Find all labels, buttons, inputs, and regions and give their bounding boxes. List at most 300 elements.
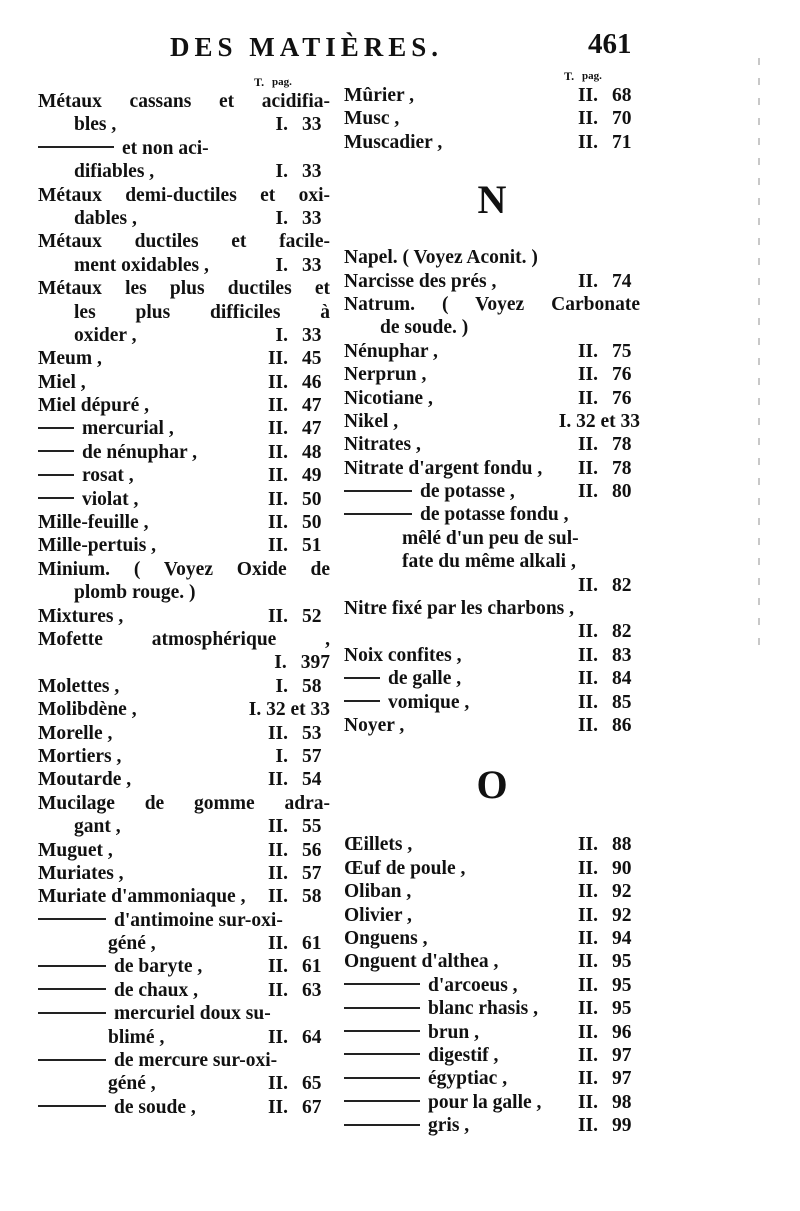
entry-term-text: de soude. ) [380,317,469,339]
entry-page: 33 [302,207,322,229]
index-entry [344,1091,640,1114]
entry-term-text: Natrum. ( Voyez Carbonate [344,293,640,315]
entry-page: 84 [612,668,632,690]
entry-term [344,857,564,880]
entry-term-text: Olivier , [344,904,412,926]
index-entry [344,1044,640,1067]
entry-page: 61 [302,933,322,955]
repeat-dash [344,1124,420,1126]
entry-page: 94 [612,927,632,949]
index-entry [344,433,640,456]
index-entry [38,441,330,464]
entry-volume: II. [577,951,598,973]
repeat-dash [38,474,74,476]
entry-term-text: mercurial , [82,418,174,440]
entry-page: 78 [612,434,632,456]
entry-page: 83 [612,644,632,666]
entry-term-text: Muriate d'ammoniaque , [38,886,246,908]
index-entry [38,1026,330,1049]
entry-reference: I. 32 et 33 [248,699,330,721]
entry-page: 88 [612,834,632,856]
entry-page: 95 [612,998,632,1020]
entry-page: 82 [612,574,632,596]
repeat-dash [344,1030,420,1032]
entry-term [38,277,330,300]
entry-volume: I. [275,675,288,697]
entry-volume: II. [577,974,598,996]
entry-volume: II. [267,395,288,417]
entry-term [38,722,254,745]
entry-volume: II. [267,348,288,370]
entry-volume: I. [275,114,288,136]
entry-term-text: Muriates , [38,862,124,884]
entry-term-text: de galle , [388,668,462,690]
entry-term [38,979,254,1002]
index-entry [38,628,330,651]
right-index-column [344,68,640,1137]
entries-o [344,833,640,1137]
entry-term-text: de soude , [114,1096,196,1118]
entry-term-text: Nénuphar , [344,340,438,362]
entry-term [344,714,564,737]
entry-term-text: Musc , [344,108,400,130]
entry-term-text: pour la galle , [428,1091,542,1113]
entry-term-text: Onguent d'althea , [344,951,499,973]
index-entry [344,950,640,973]
entry-term-text: blimé , [108,1026,165,1048]
entry-volume: II. [577,691,598,713]
repeat-dash [38,1012,106,1014]
entry-page: 80 [612,481,632,503]
entry-term [38,441,254,464]
index-entry [344,714,640,737]
entry-volume: II. [577,621,598,643]
index-entry [344,246,640,269]
page-title: DES MATIÈRES. [170,32,444,62]
index-entry [38,675,330,698]
entry-volume: I. [275,324,288,346]
index-entry [38,488,330,511]
entry-volume: II. [267,465,288,487]
entry-volume: II. [577,714,598,736]
index-entry [344,691,640,714]
index-entry [344,1021,640,1044]
index-entry [344,974,640,997]
entry-term [344,833,564,856]
entry-volume: II. [577,668,598,690]
index-entry [344,316,640,339]
entry-page: 48 [302,441,322,463]
entry-page: 74 [612,270,632,292]
entry-term [38,324,254,347]
entry-term-text: Nicotiane , [344,387,433,409]
entry-volume: I. [274,652,287,674]
page-header: pag. [582,70,602,82]
entry-volume: II. [267,512,288,534]
index-entry [38,113,330,136]
entry-term [38,862,254,885]
entry-volume: I. [275,254,288,276]
index-entry [344,997,640,1020]
entry-volume: II. [577,1044,598,1066]
entry-term [38,301,330,324]
entry-term [38,1049,330,1072]
index-entry [344,363,640,386]
entry-volume: II. [267,488,288,510]
entry-volume: II. [577,85,598,106]
entry-volume: II. [267,441,288,463]
index-entry [38,184,330,207]
entry-term [38,1002,330,1025]
index-entry [344,550,640,573]
entry-volume: II. [267,769,288,791]
repeat-dash [38,965,106,967]
entry-term [38,558,330,581]
entry-term [38,1072,254,1095]
entry-volume: II. [267,1073,288,1095]
entry-term-text: Mûrier , [344,85,415,106]
entry-term-text: Moutarde , [38,769,132,791]
entry-volume: II. [267,1096,288,1118]
entry-page: 33 [302,161,322,183]
entry-volume: II. [577,481,598,503]
entry-volume: II. [577,857,598,879]
entry-term [38,347,254,370]
page-header: pag. [272,76,292,88]
entry-term [38,628,330,651]
entry-page: 67 [302,1096,322,1118]
entry-page: 68 [612,85,632,106]
entry-term [344,667,564,690]
entry-term-text: de chaux , [114,979,198,1001]
index-entry [38,909,330,932]
entry-page: 95 [612,974,632,996]
entry-volume: II. [577,434,598,456]
entries-n [344,246,640,737]
entry-term-text: ment oxidables , [74,254,209,276]
entry-term [38,839,254,862]
entry-term-text: d'antimoine sur-oxi- [114,909,283,931]
entry-term [344,974,564,997]
index-entry [344,667,640,690]
entry-volume: II. [577,834,598,856]
entry-term-text: brun , [428,1021,479,1043]
entry-volume: II. [577,998,598,1020]
entry-page: 56 [302,839,322,861]
entry-page: 90 [612,857,632,879]
entry-term-text: Nikel , [344,410,399,432]
entry-volume: II. [577,387,598,409]
entry-term-text: Minium. ( Voyez Oxide de [38,558,330,580]
entry-volume: II. [267,839,288,861]
repeat-dash [344,1053,420,1055]
entry-term [38,605,254,628]
entry-term-text: Mixtures , [38,605,124,627]
entry-page: 64 [302,1026,322,1048]
index-entry [344,410,640,433]
index-entry [38,534,330,557]
margin-bleed-marks [748,58,770,678]
entry-term [344,84,564,107]
entry-term [38,417,254,440]
entry-term-text: Oliban , [344,881,412,903]
entry-volume: II. [577,131,598,153]
index-entry [344,927,640,950]
index-entry [38,1096,330,1119]
entry-term-text: mêlé d'un peu de sul- [402,527,579,549]
entry-page: 46 [302,371,322,393]
index-entry [344,1067,640,1090]
index-entry [38,417,330,440]
index-entry [38,1072,330,1095]
entry-page: 61 [302,956,322,978]
repeat-dash [38,497,74,499]
index-entry [344,340,640,363]
index-entry [38,955,330,978]
entry-term [38,1026,254,1049]
index-entry [38,698,330,721]
index-entry [344,574,640,597]
entry-term-text: Mofette atmosphérique , [38,628,330,650]
entry-term-text: de potasse , [420,481,515,503]
left-index-column [38,74,330,1119]
entry-term-text: bles , [74,114,117,136]
entry-page: 78 [612,457,632,479]
repeat-dash [344,1007,420,1009]
entry-page: 51 [302,535,322,557]
entry-term [38,534,254,557]
volume-header: T. [564,69,575,83]
section-letter-n: N [477,177,507,223]
entry-term [344,1114,564,1137]
entry-term [344,480,564,503]
entry-term-text: Métaux demi-ductiles et oxi- [38,184,330,206]
entry-term-text: Mortiers , [38,745,122,767]
entry-term [344,107,564,130]
entry-volume: II. [267,862,288,884]
entry-page: 50 [302,512,322,534]
repeat-dash [344,700,380,702]
entry-page: 92 [612,881,632,903]
entry-volume: II. [577,457,598,479]
entry-term [344,1044,564,1067]
index-entry [344,131,640,154]
entry-term [38,371,254,394]
repeat-dash [344,1100,420,1102]
entry-volume: II. [577,108,598,130]
entry-term [344,340,564,363]
entry-term-text: digestif , [428,1044,499,1066]
repeat-dash [38,146,114,148]
entry-page: 63 [302,979,322,1001]
entry-term [38,1096,254,1119]
entry-page: 98 [612,1091,632,1113]
index-entry [38,745,330,768]
repeat-dash [344,1077,420,1079]
entry-term [38,932,254,955]
index-entry [38,885,330,908]
entry-page: 82 [612,621,632,643]
index-entry [38,651,330,674]
repeat-dash [344,677,380,679]
entry-page: 92 [612,904,632,926]
entry-term-text: Mucilage de gomme adra- [38,792,330,814]
column-header [344,68,640,84]
index-entry [344,527,640,550]
entry-term [38,207,254,230]
entry-term-text: Nitre fixé par les charbons , [344,598,575,620]
entry-term-text: oxider , [74,324,137,346]
volume-header: T. [254,75,265,89]
index-entry [344,387,640,410]
entry-volume: II. [577,574,598,596]
entry-page: 57 [302,745,322,767]
running-header [0,28,800,68]
entry-term [38,464,254,487]
index-entry [344,480,640,503]
entry-volume: II. [577,340,598,362]
index-entry [38,394,330,417]
entry-term-text: Métaux les plus ductiles et [38,278,330,300]
entry-page: 33 [302,254,322,276]
entry-page: 47 [302,395,322,417]
entry-term-text: rosat , [82,465,134,487]
entry-page: 97 [612,1068,632,1090]
index-entry [38,979,330,1002]
entry-volume: II. [577,1115,598,1137]
entry-term [344,644,564,667]
entry-term [38,184,330,207]
index-entry [38,558,330,581]
index-entry [38,722,330,745]
index-entry [38,277,330,300]
index-entry [344,1114,640,1137]
index-entry [38,815,330,838]
index-entry [38,932,330,955]
entry-term [344,880,564,903]
repeat-dash [344,983,420,985]
entry-term-text: et non aci- [122,137,209,159]
index-entry [38,1002,330,1025]
entry-term-text: vomique , [388,691,470,713]
entry-page: 76 [612,364,632,386]
index-entry [344,293,640,316]
index-entry [38,839,330,862]
entry-term [344,246,640,269]
entry-term [38,909,330,932]
entry-term-text: Molettes , [38,675,120,697]
entry-term [38,394,254,417]
repeat-dash [38,988,106,990]
entry-volume: II. [267,816,288,838]
index-entry [344,880,640,903]
repeat-dash [38,1059,106,1061]
repeat-dash [344,490,412,492]
index-entry [38,160,330,183]
entry-term [38,488,254,511]
entry-term [344,503,640,526]
entry-term [38,675,254,698]
entry-term-text: Onguens , [344,927,428,949]
entry-term-text: difiables , [74,161,155,183]
index-entry [38,1049,330,1072]
entry-page: 47 [302,418,322,440]
entry-page: 58 [302,886,322,908]
entry-term [344,691,564,714]
page-number: 461 [588,28,632,60]
entry-term [38,230,330,253]
entry-page: 71 [612,131,632,153]
entry-term-text: Œuf de poule , [344,857,466,879]
entry-term [344,997,564,1020]
entry-page: 49 [302,465,322,487]
entry-term [38,885,254,908]
entry-term [38,792,330,815]
entry-term [38,90,330,113]
entry-page: 55 [302,816,322,838]
entry-volume: II. [577,904,598,926]
index-entry [344,84,640,107]
entry-page: 45 [302,348,322,370]
entry-term-text: égyptiac , [428,1068,508,1090]
entry-term-text: Miel , [38,371,86,393]
entry-term-text: Muguet , [38,839,113,861]
entry-term [344,270,564,293]
entry-term [344,387,564,410]
index-entry [38,768,330,791]
entry-term-text: géné , [108,933,156,955]
entry-term-text: d'arcoeus , [428,974,518,996]
entry-page: 397 [300,652,330,674]
index-entry [344,833,640,856]
entry-page: 57 [302,862,322,884]
index-entry [344,904,640,927]
index-entry [38,371,330,394]
entry-term [344,131,564,154]
entry-term [38,768,254,791]
entry-term-text: de nénuphar , [82,441,198,463]
entry-term [344,293,640,316]
entry-page: 86 [612,714,632,736]
entry-page: 99 [612,1115,632,1137]
entries-m [344,84,640,154]
column-header [38,74,330,90]
entry-term [38,160,254,183]
entry-term-text: Nitrates , [344,434,421,456]
entry-page: 85 [612,691,632,713]
entry-page: 97 [612,1044,632,1066]
entry-term-text: géné , [108,1073,156,1095]
entry-term [38,815,254,838]
entry-volume: II. [267,979,288,1001]
entry-term [344,1091,564,1114]
entry-term-text: Morelle , [38,722,113,744]
index-entry [344,620,640,643]
entry-volume: II. [577,644,598,666]
entry-term-text: Meum , [38,348,102,370]
entry-page: 53 [302,722,322,744]
entry-page: 52 [302,605,322,627]
entry-term [344,1067,564,1090]
index-entry [38,137,330,160]
entry-term-text: gris , [428,1115,470,1137]
repeat-dash [344,513,412,515]
entry-term-text: Mille-pertuis , [38,535,157,557]
entry-term-text: mercuriel doux su- [114,1003,271,1025]
entry-term [344,550,640,573]
entry-term [38,581,330,604]
repeat-dash [38,1105,106,1107]
